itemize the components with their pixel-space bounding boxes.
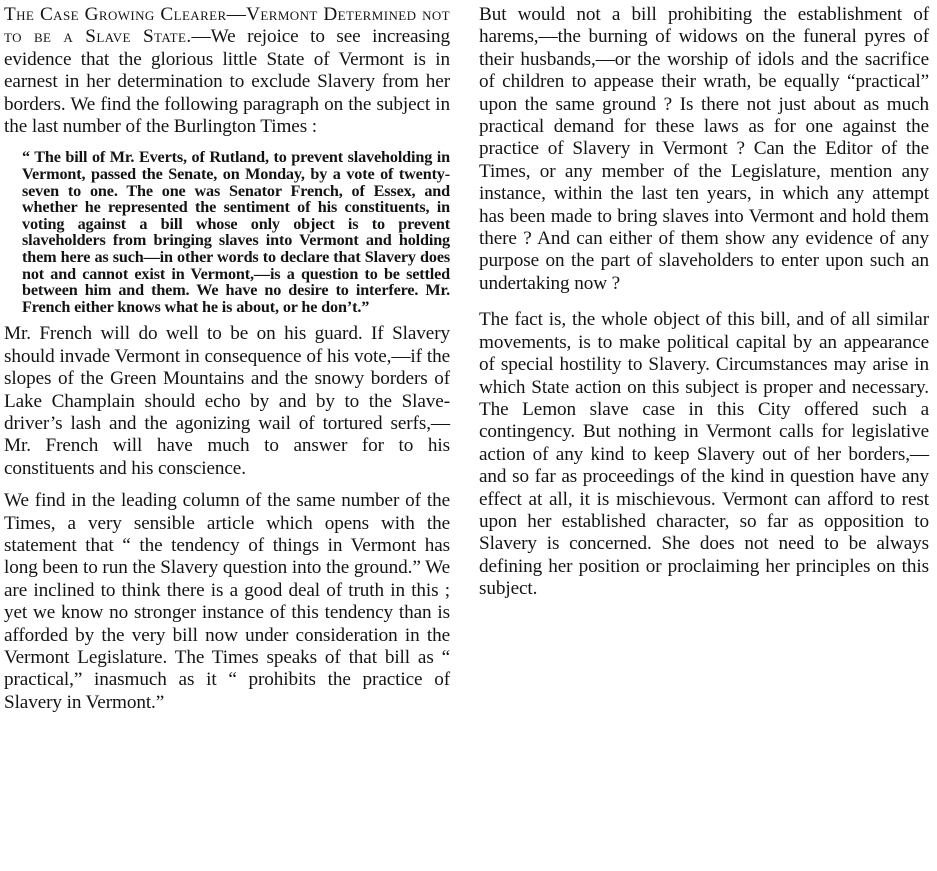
right-column (479, 4, 929, 601)
paragraph-conclusion: The fact is, the whole object of this bill, and of all similar movements, is to make political capital by an appearance of special hostility to Slavery. Circumstances may arise in which State action on this subject is proper and necessary. The Lemon slave case in this City offered such a contingency. But nothing in Vermont calls for legislative action of any kind to keep Slavery out of her borders,—and so far as proceedings of the kind in question have any effect at all, it is mischievous. Vermont can afford to rest upon her established character, so far as opposition to Slavery is concerned. She does not need to be always defining her position or proclaiming her principles on this subject. (479, 309, 929, 600)
opening-paragraph (4, 4, 450, 138)
paragraph-times-article: We find in the leading column of the same number of the Times, a very sensible article which opens with the statement that “ the tendency of things in Vermont has long been to run the Slavery question into the ground.” We are inclined to think there is a good deal of truth in this ; yet we know no stronger instance of this tendency than is afforded by the very bill now under consideration in the Vermont Legislature. The Times speaks of that bill as “ practical,” inasmuch as it “ prohibits the practice of Slavery in Vermont.” (4, 490, 450, 713)
left-column (4, 4, 450, 714)
paragraph-practical-question: But would not a bill prohibiting the establishment of harems,—the burning of widows on the funeral pyres of their husbands,—or the worship of idols and the sacrifice of children to appease their wrath, be equally “practical” upon the same ground ? Is there not just about as much practical demand for these laws as for one against the practice of Slavery in Vermont ? Can the Editor of the Times, or any member of the Legislature, mention any instance, within the last ten years, in which any attempt has been made to bring slaves into Vermont and hold them there ? And can either of them show any evidence of any purpose on the part of slaveholders to enter upon such an undertaking now ? (479, 4, 929, 294)
opening-text: —We rejoice to see increasing evidence that the glorious little State of Vermont is in earnest in her determination to exclude Slavery from her borders. We find the following paragraph on the subject in the last number of the Burlington Times : (4, 26, 450, 138)
paragraph-french-warning: Mr. French will do well to be on his guard. If Slavery should invade Vermont in consequence of his vote,—if the slopes of the Green Mountains and the snowy borders of Lake Champlain should echo by and by to the Slave-driver’s lash and the agonizing wail of tortured serfs,—Mr. French will have much to answer for to his constituents and his conscience. (4, 323, 450, 479)
quoted-excerpt: “ The bill of Mr. Everts, of Rutland, to prevent slaveholding in Vermont, passed the Senate, on Monday, by a vote of twenty-seven to one. The one was Senator French, of Essex, and whether he represented the sentiment of his constituents, in voting against a bill whose only object is to prevent slaveholders from bringing slaves into Vermont and holding them here as such—in other words to declare that Slavery does not and cannot exist in Vermont,—is a question to be settled between him and them. We have no desire to interfere. Mr. French either knows what he is about, or he don’t.” (22, 148, 450, 316)
headline: The Case Growing Clearer—Vermont Determined not to be a Slave State. (4, 4, 450, 48)
